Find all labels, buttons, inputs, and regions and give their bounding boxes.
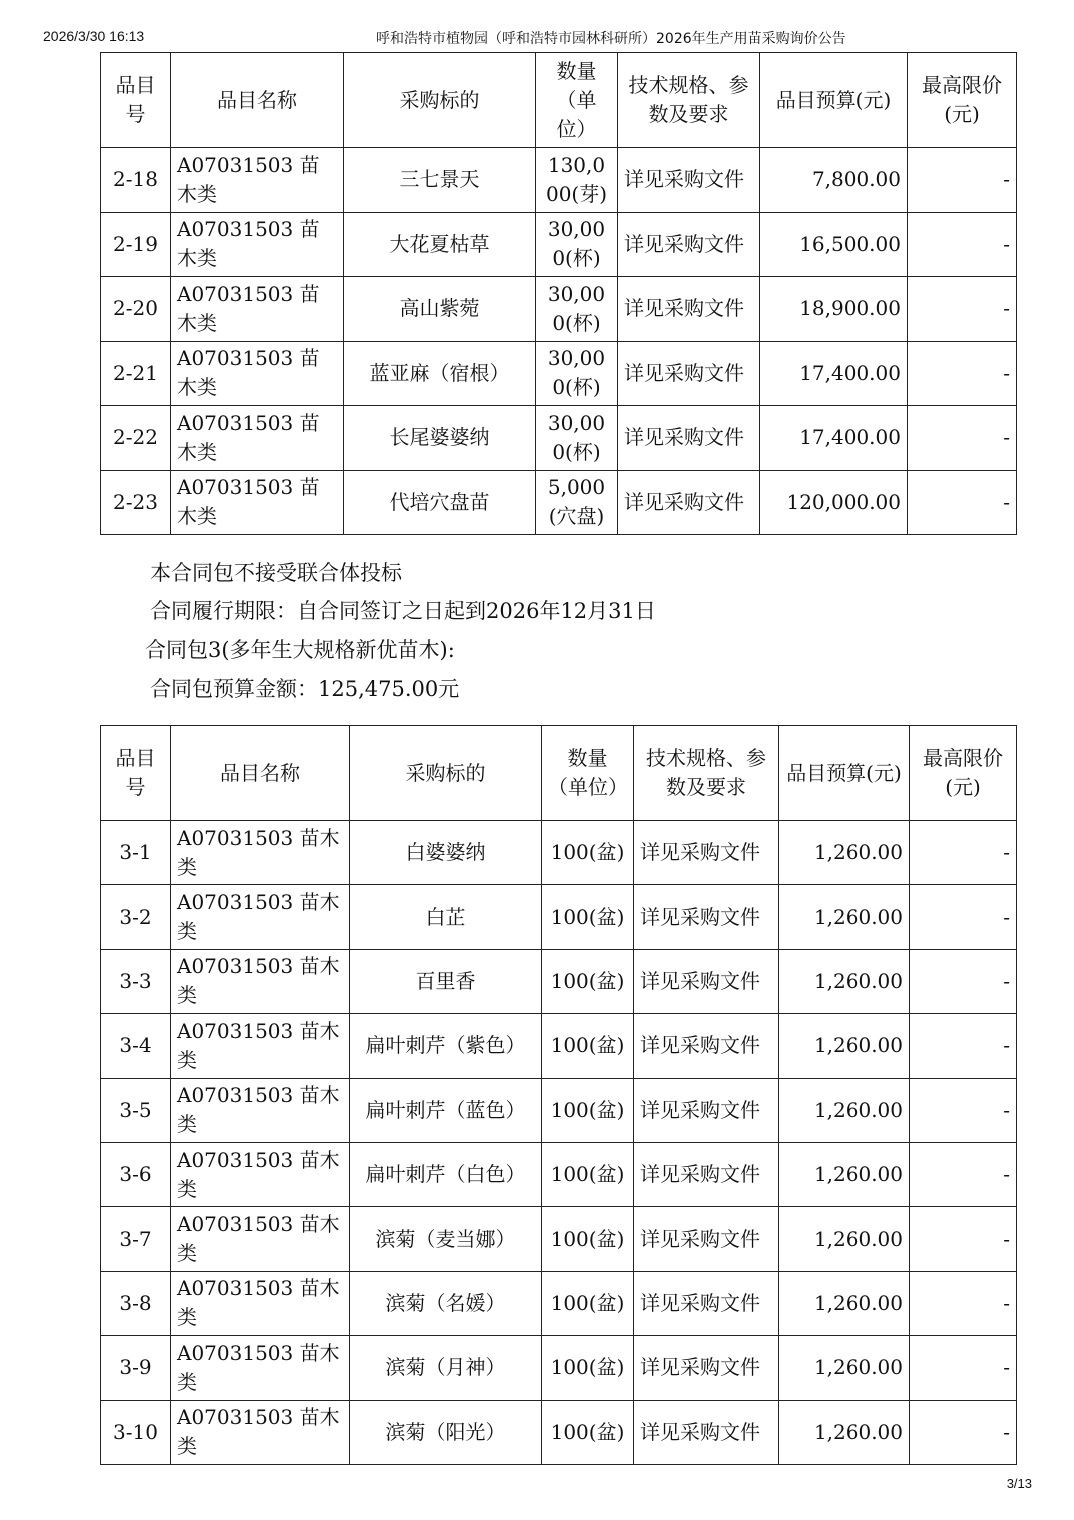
item-budget: 1,260.00 <box>779 949 910 1013</box>
item-budget: 16,500.00 <box>760 212 908 277</box>
specification: 详见采购文件 <box>634 821 779 885</box>
specification: 详见采购文件 <box>618 341 760 406</box>
item-name: A07031503 苗木类 <box>171 1207 350 1271</box>
quantity: 100(盆) <box>542 1400 634 1464</box>
table-row <box>101 148 1017 213</box>
item-name: A07031503 苗木类 <box>171 341 344 406</box>
quantity: 100(盆) <box>542 885 634 949</box>
header-max-price: 最高限价(元) <box>908 53 1017 148</box>
contract-package-2-items-table <box>100 52 1017 535</box>
specification: 详见采购文件 <box>634 1271 779 1335</box>
item-name: A07031503 苗木类 <box>171 212 344 277</box>
specification: 详见采购文件 <box>634 949 779 1013</box>
table-row <box>101 949 1017 1013</box>
specification: 详见采购文件 <box>634 1400 779 1464</box>
table-row <box>101 1078 1017 1142</box>
max-price: - <box>910 1400 1017 1464</box>
specification: 详见采购文件 <box>618 277 760 342</box>
quantity: 30,000(杯) <box>536 406 618 471</box>
quantity: 100(盆) <box>542 1142 634 1206</box>
table-row <box>101 1336 1017 1400</box>
item-number: 3-9 <box>101 1336 171 1400</box>
quantity: 100(盆) <box>542 1078 634 1142</box>
quantity: 30,000(杯) <box>536 212 618 277</box>
item-budget: 7,800.00 <box>760 148 908 213</box>
specification: 详见采购文件 <box>618 212 760 277</box>
item-name: A07031503 苗木类 <box>171 1336 350 1400</box>
item-number: 3-7 <box>101 1207 171 1271</box>
table-row <box>101 341 1017 406</box>
item-number: 3-6 <box>101 1142 171 1206</box>
table-row <box>101 212 1017 277</box>
contract-period: 合同履行期限：自合同签订之日起到2026年12月31日 <box>150 599 656 623</box>
specification: 详见采购文件 <box>618 406 760 471</box>
procurement-target: 滨菊（月神） <box>350 1336 542 1400</box>
specification: 详见采购文件 <box>634 1078 779 1142</box>
max-price: - <box>908 212 1017 277</box>
max-price: - <box>910 1078 1017 1142</box>
item-name: A07031503 苗木类 <box>171 406 344 471</box>
table-row <box>101 1207 1017 1271</box>
procurement-target: 滨菊（阳光） <box>350 1400 542 1464</box>
procurement-target: 扁叶刺芹（蓝色） <box>350 1078 542 1142</box>
item-budget: 1,260.00 <box>779 1014 910 1078</box>
item-budget: 1,260.00 <box>779 1207 910 1271</box>
item-name: A07031503 苗木类 <box>171 1271 350 1335</box>
document-title: 呼和浩特市植物园（呼和浩特市园林科研所）2026年生产用苗采购询价公告 <box>376 31 846 47</box>
max-price: - <box>910 1014 1017 1078</box>
item-name: A07031503 苗木类 <box>171 949 350 1013</box>
specification: 详见采购文件 <box>634 1142 779 1206</box>
item-budget: 1,260.00 <box>779 1142 910 1206</box>
quantity: 130,000(芽) <box>536 148 618 213</box>
max-price: - <box>908 341 1017 406</box>
procurement-target: 滨菊（名媛） <box>350 1271 542 1335</box>
item-number: 3-1 <box>101 821 171 885</box>
contract-package-budget: 合同包预算金额：125,475.00元 <box>150 677 460 701</box>
header-specification: 技术规格、参数及要求 <box>618 53 760 148</box>
item-budget: 1,260.00 <box>779 885 910 949</box>
item-number: 2-19 <box>101 212 171 277</box>
max-price: - <box>910 1207 1017 1271</box>
item-budget: 18,900.00 <box>760 277 908 342</box>
contract-package-3-heading: 合同包3(多年生大规格新优苗木): <box>145 638 455 662</box>
item-number: 3-3 <box>101 949 171 1013</box>
item-name: A07031503 苗木类 <box>171 277 344 342</box>
table-header-row <box>101 53 1017 148</box>
specification: 详见采购文件 <box>634 1014 779 1078</box>
procurement-target: 百里香 <box>350 949 542 1013</box>
procurement-target: 扁叶刺芹（白色） <box>350 1142 542 1206</box>
item-number: 2-18 <box>101 148 171 213</box>
max-price: - <box>910 1336 1017 1400</box>
procurement-target: 长尾婆婆纳 <box>344 406 536 471</box>
item-budget: 17,400.00 <box>760 406 908 471</box>
procurement-target: 高山紫菀 <box>344 277 536 342</box>
quantity: 30,000(杯) <box>536 341 618 406</box>
item-name: A07031503 苗木类 <box>171 885 350 949</box>
quantity: 100(盆) <box>542 1336 634 1400</box>
item-budget: 1,260.00 <box>779 1271 910 1335</box>
item-number: 2-20 <box>101 277 171 342</box>
quantity: 100(盆) <box>542 949 634 1013</box>
header-quantity: 数量（单位） <box>542 726 634 821</box>
item-name: A07031503 苗木类 <box>171 1078 350 1142</box>
header-item-name: 品目名称 <box>171 53 344 148</box>
quantity: 30,000(杯) <box>536 277 618 342</box>
table-row <box>101 1271 1017 1335</box>
consortium-bid-note: 本合同包不接受联合体投标 <box>150 561 402 585</box>
table-row <box>101 1014 1017 1078</box>
item-budget: 1,260.00 <box>779 821 910 885</box>
item-budget: 1,260.00 <box>779 1400 910 1464</box>
table-row <box>101 1142 1017 1206</box>
table-row <box>101 821 1017 885</box>
item-number: 2-23 <box>101 470 171 535</box>
quantity: 5,000(穴盘) <box>536 470 618 535</box>
contract-package-3-items-table <box>100 725 1017 1465</box>
max-price: - <box>910 885 1017 949</box>
table-row <box>101 406 1017 471</box>
procurement-target: 白芷 <box>350 885 542 949</box>
item-budget: 17,400.00 <box>760 341 908 406</box>
max-price: - <box>908 470 1017 535</box>
header-item-number: 品目号 <box>101 53 171 148</box>
header-quantity: 数量（单位） <box>536 53 618 148</box>
quantity: 100(盆) <box>542 1014 634 1078</box>
specification: 详见采购文件 <box>618 148 760 213</box>
item-budget: 1,260.00 <box>779 1336 910 1400</box>
procurement-target: 三七景天 <box>344 148 536 213</box>
item-name: A07031503 苗木类 <box>171 1400 350 1464</box>
header-item-number: 品目号 <box>101 726 171 821</box>
print-datetime: 2026/3/30 16:13 <box>43 28 145 44</box>
header-procurement-target: 采购标的 <box>344 53 536 148</box>
table-row <box>101 470 1017 535</box>
max-price: - <box>910 821 1017 885</box>
header-item-budget: 品目预算(元) <box>760 53 908 148</box>
header-specification: 技术规格、参数及要求 <box>634 726 779 821</box>
quantity: 100(盆) <box>542 1207 634 1271</box>
procurement-target: 滨菊（麦当娜） <box>350 1207 542 1271</box>
item-number: 3-4 <box>101 1014 171 1078</box>
table-row <box>101 885 1017 949</box>
procurement-target: 大花夏枯草 <box>344 212 536 277</box>
item-name: A07031503 苗木类 <box>171 148 344 213</box>
page-number: 3/13 <box>1006 1476 1032 1491</box>
procurement-target: 白婆婆纳 <box>350 821 542 885</box>
max-price: - <box>910 1142 1017 1206</box>
item-number: 2-22 <box>101 406 171 471</box>
table-row <box>101 1400 1017 1464</box>
item-number: 2-21 <box>101 341 171 406</box>
procurement-target: 代培穴盘苗 <box>344 470 536 535</box>
item-name: A07031503 苗木类 <box>171 1142 350 1206</box>
item-name: A07031503 苗木类 <box>171 470 344 535</box>
specification: 详见采购文件 <box>618 470 760 535</box>
procurement-target: 扁叶刺芹（紫色） <box>350 1014 542 1078</box>
quantity: 100(盆) <box>542 1271 634 1335</box>
max-price: - <box>908 148 1017 213</box>
specification: 详见采购文件 <box>634 885 779 949</box>
header-max-price: 最高限价(元) <box>910 726 1017 821</box>
max-price: - <box>908 406 1017 471</box>
max-price: - <box>910 1271 1017 1335</box>
item-budget: 1,260.00 <box>779 1078 910 1142</box>
table-row <box>101 277 1017 342</box>
header-item-name: 品目名称 <box>171 726 350 821</box>
item-number: 3-5 <box>101 1078 171 1142</box>
table-header-row <box>101 726 1017 821</box>
max-price: - <box>910 949 1017 1013</box>
item-number: 3-8 <box>101 1271 171 1335</box>
item-number: 3-10 <box>101 1400 171 1464</box>
item-number: 3-2 <box>101 885 171 949</box>
header-item-budget: 品目预算(元) <box>779 726 910 821</box>
max-price: - <box>908 277 1017 342</box>
header-procurement-target: 采购标的 <box>350 726 542 821</box>
specification: 详见采购文件 <box>634 1336 779 1400</box>
procurement-target: 蓝亚麻（宿根） <box>344 341 536 406</box>
specification: 详见采购文件 <box>634 1207 779 1271</box>
quantity: 100(盆) <box>542 821 634 885</box>
item-name: A07031503 苗木类 <box>171 821 350 885</box>
item-name: A07031503 苗木类 <box>171 1014 350 1078</box>
item-budget: 120,000.00 <box>760 470 908 535</box>
